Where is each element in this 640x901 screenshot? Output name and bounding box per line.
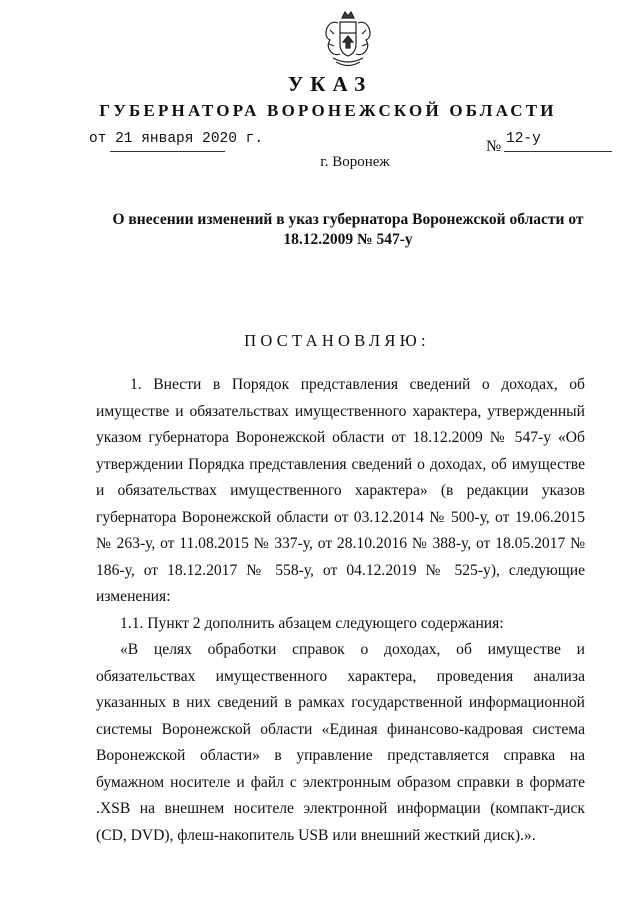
paragraph: 1. Внести в Порядок представления сведений о доходах, об имуществе и обязательствах имущественного характера, утвержденный указом губернатора Воронежской области от 18.12.2009 № 547-у «Об утверждении Порядка представления сведений о доходах, об имуществе и обязательствах имущественного характера» (в редакции указов губернатора Воронежской области от 03.12.2014 № 500-у, от 19.06.2015 № 263-у, от 11.08.2015 № 337-у, от 28.10.2016 № 388-у, от 18.05.2017 № 186-у, от 18.12.2017 № 558-у, от 04.12.2019 № 525-у), следующие изменения: [96,376,585,605]
document-number: 12-у [506,131,541,147]
document-subject: О внесении изменений в указ губернатора Воронежской области от 18.12.2009 № 547-у [112,211,584,248]
paragraph: 1.1. Пункт 2 дополнить абзацем следующего содержания: [120,614,504,632]
date-underline [110,151,225,152]
document-body [96,372,585,849]
decree-word: ПОСТАНОВЛЯЮ: [244,331,430,350]
number-underline [504,151,612,152]
document-title: УКАЗ [287,72,373,96]
document-date: от 21 января 2020 г. [89,131,264,147]
city: г. Воронеж [320,154,390,170]
issuer-title: ГУБЕРНАТОРА ВОРОНЕЖСКОЙ ОБЛАСТИ [99,101,557,120]
paragraph: «В целях обработки справок о доходах, об имуществе и обязательствах имущественного характера, проведения анализа указанных в них сведений в рамках государственной информационной системы Воронежской области «Единая финансово-кадровая система Воронежской области» в управление представляется справка на бумажном носителе и файл с электронным образом справки в формате .XSB на внешнем носителе электронной информации (компакт-диск (CD, DVD), флеш-накопитель USB или внешний жесткий диск).». [96,641,585,844]
coat-of-arms-emblem [321,10,375,72]
number-sign: № [486,138,502,155]
